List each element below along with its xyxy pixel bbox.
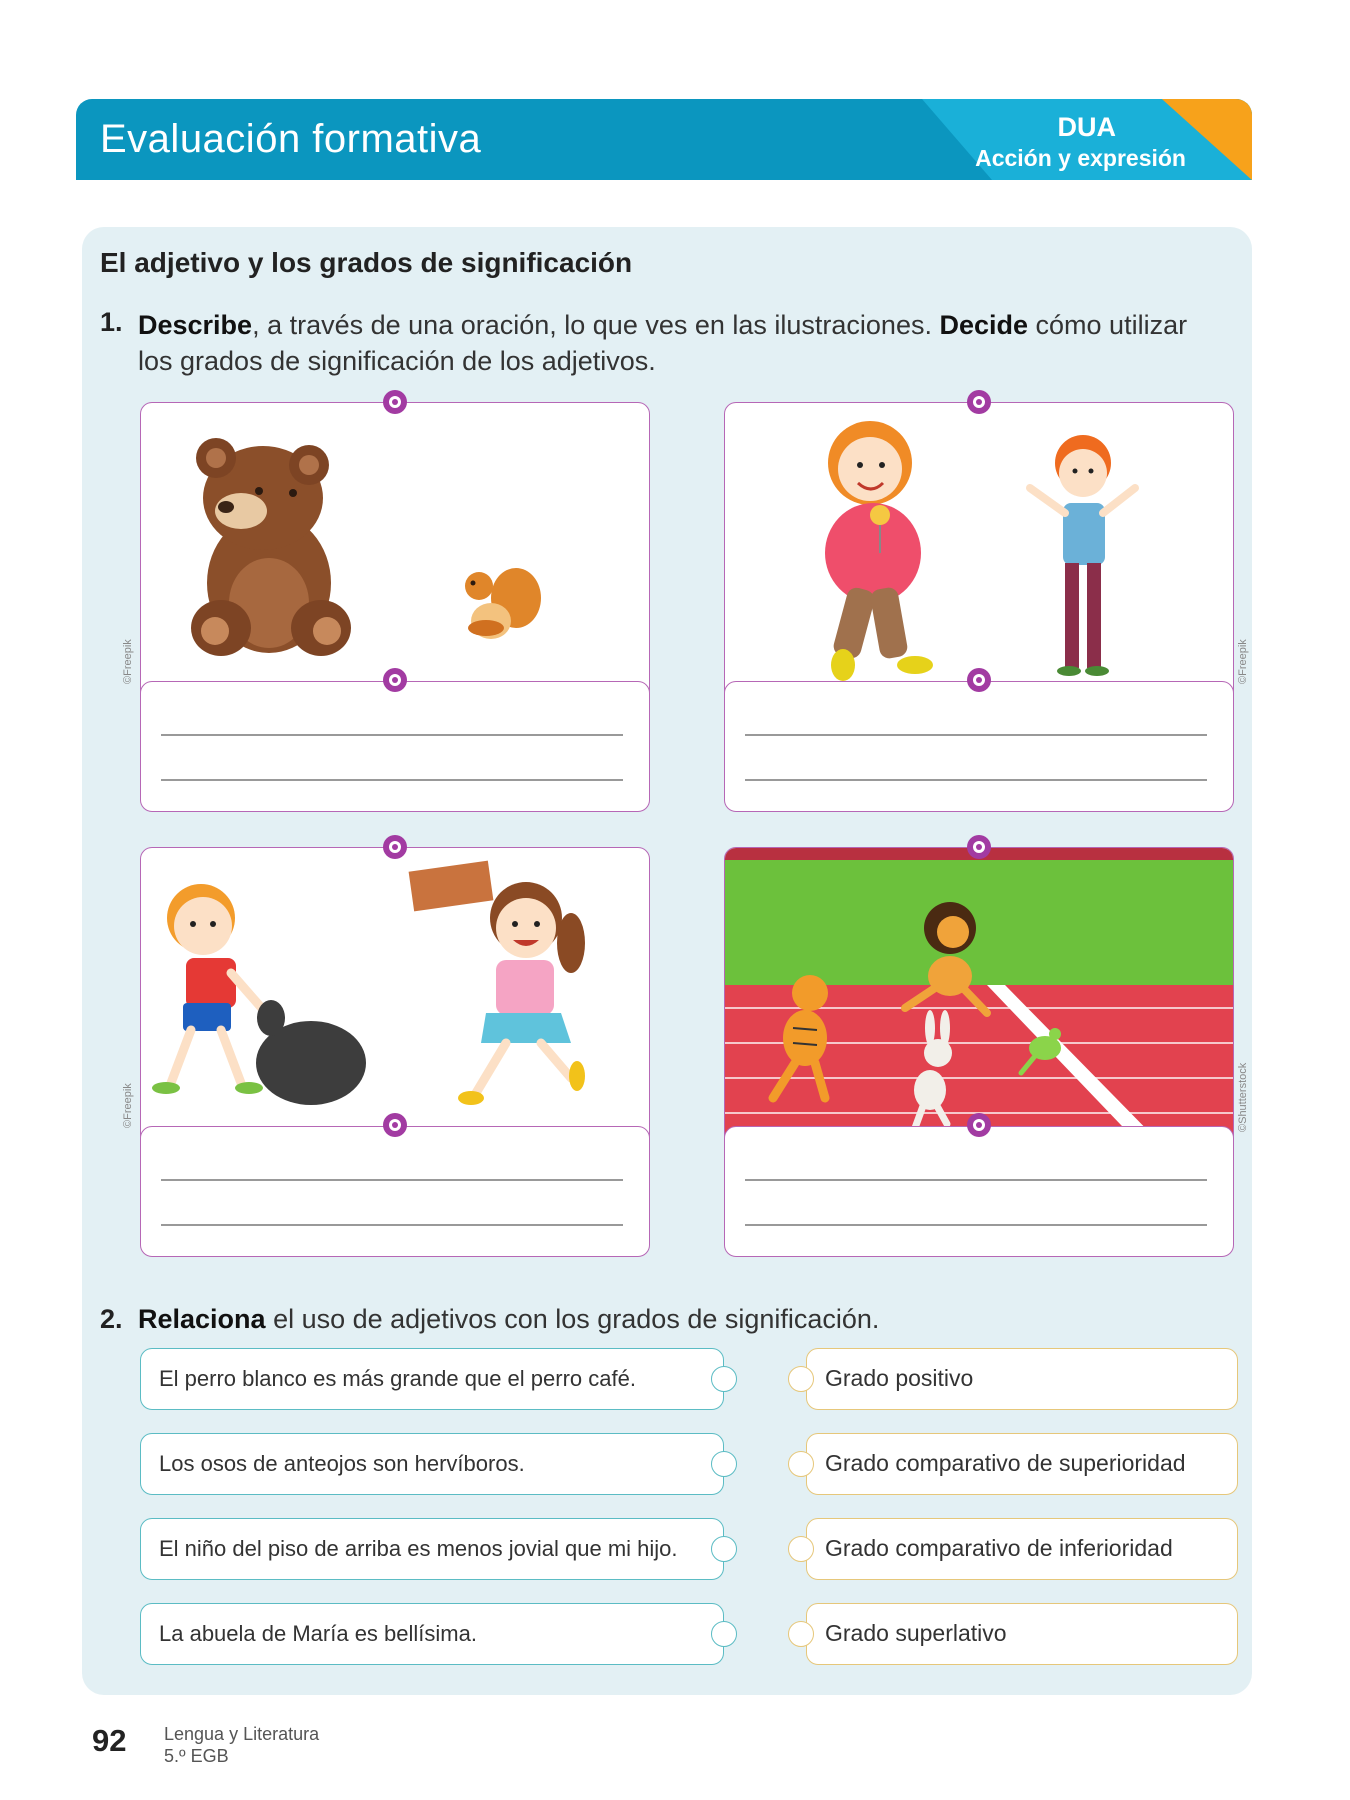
image-card-4 [724, 847, 1234, 1147]
match-left-item-1: El perro blanco es más grande que el perro café. [140, 1348, 724, 1410]
image-credit: ©Freepik [122, 639, 134, 684]
boy-and-girl-carrying-illustration [141, 848, 650, 1147]
question-2-text [138, 1304, 879, 1335]
two-boys-illustration [725, 403, 1234, 702]
pin-icon [383, 1113, 407, 1137]
match-left-item-2: Los osos de anteojos son hervíboros. [140, 1433, 724, 1495]
pin-icon [967, 390, 991, 414]
pin-icon [967, 835, 991, 859]
answer-line [161, 734, 623, 736]
pin-icon [383, 390, 407, 414]
answer-line [745, 779, 1207, 781]
image-credit: ©Shutterstock [1237, 1062, 1249, 1132]
match-left-connector[interactable] [711, 1621, 737, 1647]
image-credit: ©Freepik [122, 1083, 134, 1128]
pin-icon [967, 1113, 991, 1137]
section-title: El adjetivo y los grados de significación [100, 247, 633, 278]
question-1-text [138, 307, 1218, 379]
image-card-1 [140, 402, 650, 702]
match-right-item-3: Grado comparativo de inferioridad [806, 1518, 1238, 1580]
page-number: 92 [92, 1723, 127, 1758]
question-1-text-part2: cómo utilizar los grados de significación de los adjetivos. [138, 310, 1188, 376]
dua-badge [882, 99, 1252, 180]
answer-box-2[interactable] [724, 681, 1234, 812]
image-credit: ©Freepik [1237, 639, 1249, 684]
match-right-item-1: Grado positivo [806, 1348, 1238, 1410]
pin-icon [383, 668, 407, 692]
match-right-connector[interactable] [788, 1366, 814, 1392]
match-left-item-4: La abuela de María es bellísima. [140, 1603, 724, 1665]
match-left-connector[interactable] [711, 1536, 737, 1562]
answer-line [745, 1224, 1207, 1226]
question-2-verb: Relaciona [138, 1304, 266, 1334]
answer-box-1[interactable] [140, 681, 650, 812]
bear-and-squirrel-illustration [141, 403, 650, 702]
answer-line [745, 734, 1207, 736]
match-right-item-2: Grado comparativo de superioridad [806, 1433, 1238, 1495]
match-left-connector[interactable] [711, 1366, 737, 1392]
question-1-verb-decide: Decide [939, 310, 1029, 340]
answer-box-4[interactable] [724, 1126, 1234, 1257]
question-2-text-rest: el uso de adjetivos con los grados de significación. [265, 1304, 880, 1334]
match-left-connector[interactable] [711, 1451, 737, 1477]
answer-line [161, 1179, 623, 1181]
dua-title: DUA [1057, 112, 1116, 142]
animal-race-illustration [725, 848, 1234, 1147]
answer-box-3[interactable] [140, 1126, 650, 1257]
answer-line [161, 779, 623, 781]
pin-icon [383, 835, 407, 859]
footer-subject: Lengua y Literatura [164, 1724, 320, 1744]
question-1-verb-describe: Describe [138, 310, 253, 340]
match-right-connector[interactable] [788, 1621, 814, 1647]
image-card-3 [140, 847, 650, 1147]
page-title: Evaluación formativa [100, 117, 482, 161]
pin-icon [967, 668, 991, 692]
answer-line [161, 1224, 623, 1226]
question-1-number: 1. [100, 307, 123, 337]
dua-subtitle: Acción y expresión [975, 145, 1186, 171]
header-banner [76, 99, 1252, 180]
match-left-item-3: El niño del piso de arriba es menos jovial que mi hijo. [140, 1518, 724, 1580]
match-right-connector[interactable] [788, 1451, 814, 1477]
match-right-connector[interactable] [788, 1536, 814, 1562]
answer-line [745, 1179, 1207, 1181]
question-2-number: 2. [100, 1304, 123, 1334]
image-card-2 [724, 402, 1234, 702]
match-right-item-4: Grado superlativo [806, 1603, 1238, 1665]
footer-grade: 5.º EGB [164, 1746, 229, 1766]
question-1-text-part1: , a través de una oración, lo que ves en las ilustraciones. [252, 310, 940, 340]
